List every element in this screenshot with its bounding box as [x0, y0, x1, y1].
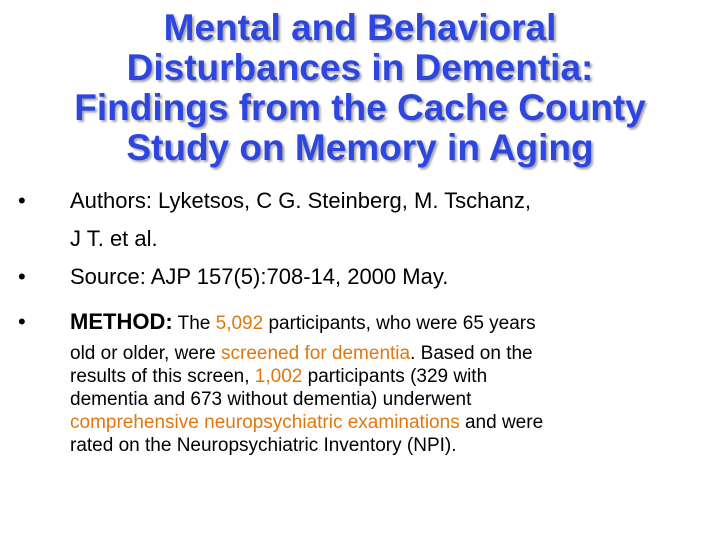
method-line-4: dementia and 673 without dementia) underwent — [70, 389, 472, 410]
examined-count: 1,002 — [254, 366, 303, 387]
method-line-3 — [70, 365, 487, 388]
method-text: participants (329 with — [302, 366, 488, 387]
method-line-5 — [70, 411, 543, 434]
method-label: METHOD: — [70, 309, 173, 334]
method-text: The — [172, 313, 216, 334]
title-line-4: Study on Memory in Aging — [126, 127, 594, 168]
method-text: participants, who were 65 years — [263, 313, 536, 334]
method-line-2 — [70, 342, 533, 365]
title-line-1: Mental and Behavioral — [163, 7, 557, 48]
examinations-phrase: comprehensive neuropsychiatric examinations — [70, 412, 460, 433]
method-line-6: rated on the Neuropsychiatric Inventory (NPI). — [70, 435, 457, 456]
bullet-dot-icon: • — [18, 264, 26, 289]
screening-phrase: screened for dementia — [221, 343, 411, 364]
method-text: old or older, were — [70, 343, 222, 364]
authors-line-2: J T. et al. — [70, 226, 158, 251]
title-line-3: Findings from the Cache County — [74, 87, 646, 128]
bullet-dot-icon: • — [18, 188, 26, 213]
method-line-1 — [70, 307, 536, 339]
authors-line-1: Authors: Lyketsos, C G. Steinberg, M. Tschanz, — [70, 188, 531, 213]
participant-count: 5,092 — [215, 313, 264, 334]
method-text: results of this screen, — [70, 366, 255, 387]
method-text: and were — [459, 412, 544, 433]
method-text: . Based on the — [410, 343, 533, 364]
source-text: Source: AJP 157(5):708-14, 2000 May. — [70, 264, 449, 289]
slide-title — [0, 8, 720, 168]
title-line-2: Disturbances in Dementia: — [126, 47, 594, 88]
bullet-dot-icon: • — [18, 309, 26, 334]
